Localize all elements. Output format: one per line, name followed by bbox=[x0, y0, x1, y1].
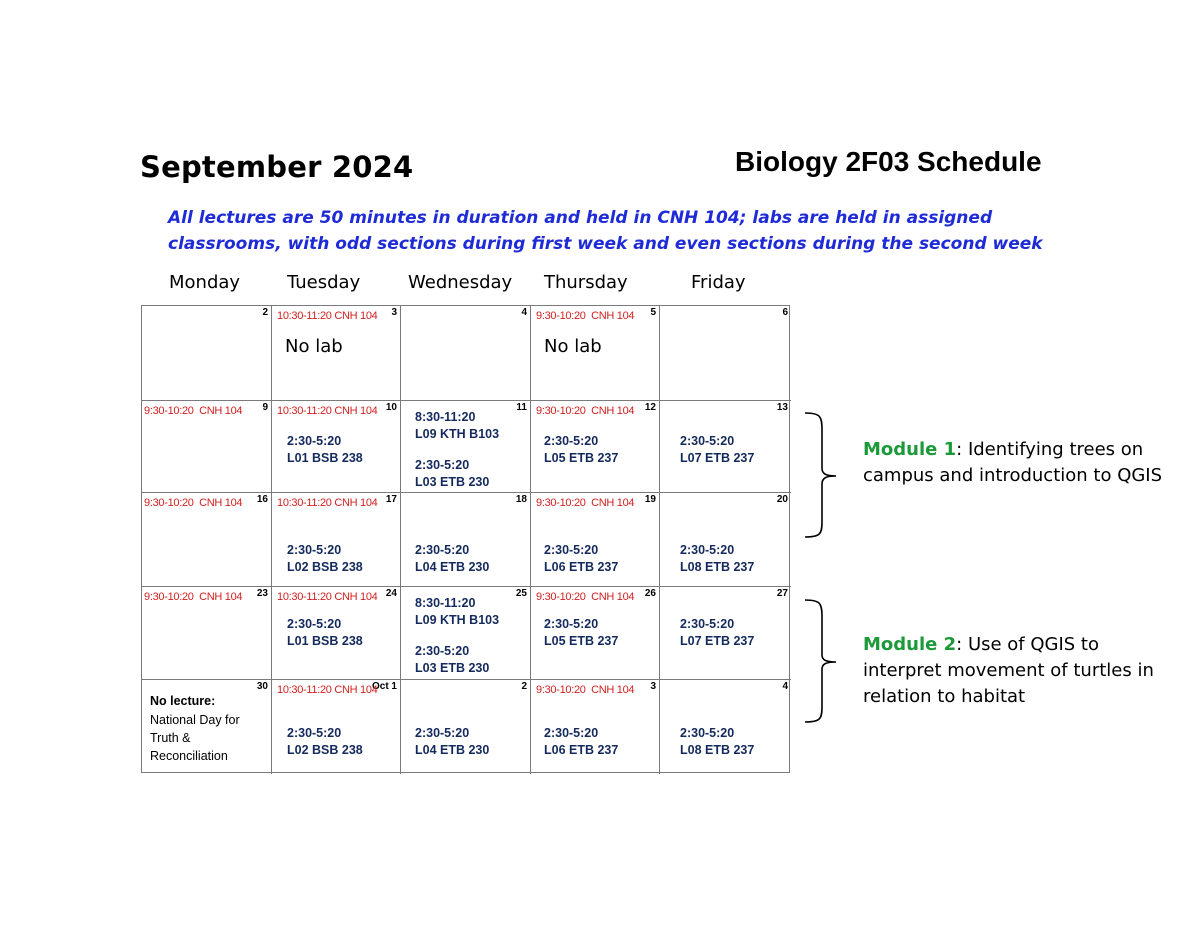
lab-time: 2:30-5:20 bbox=[544, 726, 599, 740]
calendar-cell-monday bbox=[142, 493, 272, 587]
lab-section-room: L09 KTH B103 bbox=[415, 613, 500, 627]
lecture-entry: 9:30-10:20 CNH 104 bbox=[144, 405, 243, 417]
day-header-tuesday: Tuesday bbox=[287, 272, 361, 293]
date-number: 13 bbox=[776, 402, 788, 413]
calendar-cell-wednesday bbox=[401, 401, 531, 493]
day-header-friday: Friday bbox=[691, 272, 746, 293]
date-number: 27 bbox=[776, 588, 788, 599]
lab-time: 2:30-5:20 bbox=[680, 726, 735, 740]
lab-section-room: L04 ETB 230 bbox=[415, 560, 490, 574]
calendar-cell-friday bbox=[660, 493, 791, 587]
calendar-cell-wednesday bbox=[401, 306, 531, 401]
date-number: 5 bbox=[650, 307, 656, 318]
lecture-entry: 9:30-10:20 CNH 104 bbox=[144, 591, 243, 603]
calendar-cell-wednesday bbox=[401, 587, 531, 680]
schedule-subtitle bbox=[168, 205, 1088, 257]
calendar-cell-tuesday bbox=[272, 401, 401, 493]
no-lab-note: No lab bbox=[285, 336, 343, 357]
date-number: 20 bbox=[776, 494, 788, 505]
lab-time: 8:30-11:20 bbox=[415, 410, 476, 424]
lab-time: 2:30-5:20 bbox=[544, 617, 599, 631]
date-number: 9 bbox=[262, 402, 268, 413]
module-1-description bbox=[863, 437, 1183, 489]
lecture-entry: 10:30-11:20 CNH 104 bbox=[277, 684, 378, 696]
calendar-cell-tuesday bbox=[272, 493, 401, 587]
calendar-cell-friday bbox=[660, 680, 791, 774]
date-number: 11 bbox=[516, 402, 527, 413]
lab-section-room: L07 ETB 237 bbox=[680, 451, 755, 465]
lecture-entry: 10:30-11:20 CNH 104 bbox=[277, 591, 378, 603]
module-1-text: : Identifying trees on campus and introduction to QGIS bbox=[863, 439, 1163, 486]
lab-time: 2:30-5:20 bbox=[415, 458, 470, 472]
lab-time: 2:30-5:20 bbox=[287, 726, 342, 740]
lab-time: 2:30-5:20 bbox=[544, 543, 599, 557]
lab-section-room: L02 BSB 238 bbox=[287, 743, 363, 757]
calendar-cell-wednesday bbox=[401, 680, 531, 774]
lab-section-room: L04 ETB 230 bbox=[415, 743, 490, 757]
lab-section-room: L02 BSB 238 bbox=[287, 560, 363, 574]
lab-section-room: L08 ETB 237 bbox=[680, 743, 755, 757]
lab-section-room: L01 BSB 238 bbox=[287, 451, 363, 465]
date-number: 25 bbox=[515, 588, 527, 599]
calendar-grid bbox=[141, 305, 790, 773]
lab-time: 2:30-5:20 bbox=[415, 644, 470, 658]
lab-section-room: L05 ETB 237 bbox=[544, 451, 619, 465]
lab-section-room: L08 ETB 237 bbox=[680, 560, 755, 574]
month-title: September 2024 bbox=[140, 150, 414, 184]
date-number: 30 bbox=[256, 681, 268, 692]
lab-section-room: L01 BSB 238 bbox=[287, 634, 363, 648]
lab-section-room: L07 ETB 237 bbox=[680, 634, 755, 648]
lab-time: 2:30-5:20 bbox=[680, 543, 735, 557]
lab-section-room: L03 ETB 230 bbox=[415, 475, 490, 489]
calendar-cell-friday bbox=[660, 306, 791, 401]
lecture-entry: 9:30-10:20 CNH 104 bbox=[536, 591, 635, 603]
no-lab-note: No lab bbox=[544, 336, 602, 357]
date-number: 26 bbox=[644, 588, 656, 599]
calendar-cell-thursday bbox=[531, 306, 660, 401]
subtitle-line-1: All lectures are 50 minutes in duration and held in CNH 104; labs are held in assigned bbox=[168, 208, 993, 228]
calendar-cell-thursday bbox=[531, 680, 660, 774]
day-header-thursday: Thursday bbox=[544, 272, 628, 293]
day-header-monday: Monday bbox=[169, 272, 241, 293]
lecture-entry: 9:30-10:20 CNH 104 bbox=[536, 497, 635, 509]
date-number: 3 bbox=[650, 681, 656, 692]
calendar-cell-wednesday bbox=[401, 493, 531, 587]
lab-section-room: L06 ETB 237 bbox=[544, 560, 619, 574]
no-lecture-title: No lecture: bbox=[150, 694, 216, 708]
date-number: 6 bbox=[782, 307, 788, 318]
lab-time: 8:30-11:20 bbox=[415, 596, 476, 610]
lecture-entry: 10:30-11:20 CNH 104 bbox=[277, 310, 378, 322]
date-number: 10 bbox=[385, 402, 397, 413]
day-header-wednesday: Wednesday bbox=[408, 272, 513, 293]
calendar-cell-monday bbox=[142, 306, 272, 401]
lab-time: 2:30-5:20 bbox=[287, 543, 342, 557]
date-number: 12 bbox=[644, 402, 656, 413]
calendar-cell-tuesday bbox=[272, 306, 401, 401]
subtitle-line-2: classrooms, with odd sections during first week and even sections during the second week bbox=[168, 234, 1043, 254]
date-number: 23 bbox=[256, 588, 268, 599]
lab-section-room: L05 ETB 237 bbox=[544, 634, 619, 648]
lab-time: 2:30-5:20 bbox=[287, 617, 342, 631]
no-lecture-note: National Day for Truth & Reconciliation bbox=[150, 713, 240, 763]
date-number: 24 bbox=[385, 588, 397, 599]
lecture-entry: 9:30-10:20 CNH 104 bbox=[536, 310, 635, 322]
schedule-title: Biology 2F03 Schedule bbox=[735, 146, 1042, 177]
lab-time: 2:30-5:20 bbox=[415, 726, 470, 740]
date-number: 18 bbox=[515, 494, 527, 505]
calendar-cell-thursday bbox=[531, 401, 660, 493]
calendar-cell-friday bbox=[660, 401, 791, 493]
module-2-label: Module 2 bbox=[863, 634, 957, 655]
date-number: 19 bbox=[644, 494, 656, 505]
calendar-cell-tuesday bbox=[272, 587, 401, 680]
date-number: 17 bbox=[385, 494, 397, 505]
date-number: 2 bbox=[521, 681, 527, 692]
lab-time: 2:30-5:20 bbox=[287, 434, 342, 448]
date-number: 2 bbox=[262, 307, 268, 318]
lecture-entry: 10:30-11:20 CNH 104 bbox=[277, 405, 378, 417]
date-number: 16 bbox=[256, 494, 268, 505]
module-1-brace bbox=[800, 410, 845, 540]
calendar-cell-monday bbox=[142, 587, 272, 680]
module-1-label: Module 1 bbox=[863, 439, 957, 460]
date-number: 3 bbox=[391, 307, 397, 318]
lab-section-room: L03 ETB 230 bbox=[415, 661, 490, 675]
date-number: Oct 1 bbox=[371, 681, 397, 692]
module-2-brace bbox=[800, 597, 845, 725]
date-number: 4 bbox=[782, 681, 788, 692]
calendar-cell-monday bbox=[142, 680, 272, 774]
date-number: 4 bbox=[521, 307, 527, 318]
lecture-entry: 9:30-10:20 CNH 104 bbox=[144, 497, 243, 509]
lab-time: 2:30-5:20 bbox=[415, 543, 470, 557]
lecture-entry: 9:30-10:20 CNH 104 bbox=[536, 684, 635, 696]
calendar-cell-thursday bbox=[531, 587, 660, 680]
calendar-cell-monday bbox=[142, 401, 272, 493]
module-2-text: : Use of QGIS to interpret movement of turtles in relation to habitat bbox=[863, 634, 1154, 707]
calendar-cell-thursday bbox=[531, 493, 660, 587]
lecture-entry: 9:30-10:20 CNH 104 bbox=[536, 405, 635, 417]
module-2-description bbox=[863, 632, 1183, 710]
calendar-cell-tuesday bbox=[272, 680, 401, 774]
lab-time: 2:30-5:20 bbox=[680, 617, 735, 631]
lab-time: 2:30-5:20 bbox=[680, 434, 735, 448]
lab-time: 2:30-5:20 bbox=[544, 434, 599, 448]
lab-section-room: L09 KTH B103 bbox=[415, 427, 500, 441]
lecture-entry: 10:30-11:20 CNH 104 bbox=[277, 497, 378, 509]
calendar-cell-friday bbox=[660, 587, 791, 680]
lab-section-room: L06 ETB 237 bbox=[544, 743, 619, 757]
